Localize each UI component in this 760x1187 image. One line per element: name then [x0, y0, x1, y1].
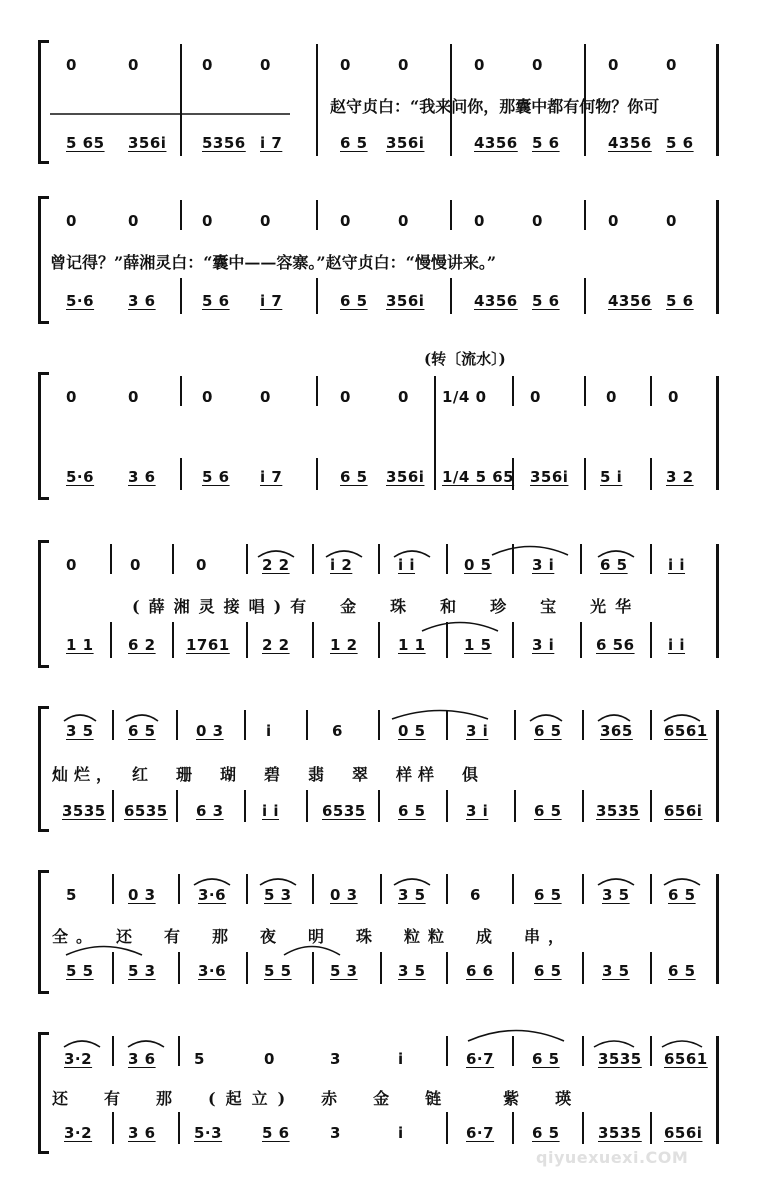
barline	[584, 278, 586, 314]
notation-bottom: 656i	[664, 1124, 703, 1142]
notation-bottom: 3 2	[666, 468, 694, 486]
notation-bottom: 5 6	[666, 292, 694, 310]
notation-top: 0	[398, 388, 409, 406]
system-bracket	[38, 706, 49, 832]
barline	[178, 1036, 180, 1066]
lyrics-line: (薛湘灵接唱)有 金 珠 和 珍 宝 光华	[132, 597, 641, 616]
notation-top: 6 5	[534, 886, 562, 904]
slur-arc	[192, 876, 232, 886]
slur-arc	[596, 712, 632, 722]
notation-bottom: 5 3	[330, 962, 358, 980]
notation-top: 0 5	[464, 556, 492, 574]
barline	[650, 710, 652, 740]
notation-bottom: 1 1	[66, 636, 94, 654]
notation-top: 0	[66, 388, 77, 406]
barline	[172, 544, 174, 574]
barline	[446, 544, 448, 574]
notation-bottom: 356i	[386, 292, 425, 310]
notation-top: 0	[66, 556, 77, 574]
notation-bottom: 6 6	[466, 962, 494, 980]
slur-arc	[662, 712, 702, 722]
notation-bottom: 356i	[530, 468, 569, 486]
barline	[582, 952, 584, 984]
score-system-4	[0, 540, 760, 664]
slur-arc	[660, 1038, 704, 1048]
slur-arc	[258, 876, 298, 886]
notation-top: 0	[260, 388, 271, 406]
notation-top: 0	[606, 388, 617, 406]
notation-top: 0	[398, 212, 409, 230]
barline	[716, 200, 719, 314]
notation-bottom: 6535	[124, 802, 168, 820]
notation-bottom: 5·6	[66, 468, 95, 486]
notation-top: 3535	[598, 1050, 642, 1068]
barline	[246, 874, 248, 904]
notation-top: 3 i	[532, 556, 555, 574]
slur-arc	[392, 876, 432, 886]
barline	[446, 1036, 448, 1066]
notation-top: 0	[666, 56, 677, 74]
notation-top: 0 3	[128, 886, 156, 904]
barline	[180, 376, 182, 406]
system-bracket	[38, 40, 49, 164]
notation-top: 0	[532, 56, 543, 74]
barline	[582, 1036, 584, 1066]
score-system-3	[0, 372, 760, 496]
barline	[246, 952, 248, 984]
notation-bottom: i 7	[260, 292, 283, 310]
barline	[306, 790, 308, 822]
notation-top: 3 5	[602, 886, 630, 904]
notation-bottom: 6 2	[128, 636, 156, 654]
notation-top: 0	[66, 212, 77, 230]
notation-top: 6	[470, 886, 481, 904]
notation-bottom: 3535	[596, 802, 640, 820]
notation-top: i	[266, 722, 272, 740]
barline	[584, 458, 586, 490]
notation-top: 0	[666, 212, 677, 230]
notation-bottom: 6 5	[398, 802, 426, 820]
barline	[650, 458, 652, 490]
notation-bottom: 3535	[62, 802, 106, 820]
barline	[244, 790, 246, 822]
barline	[650, 952, 652, 984]
notation-top: 0	[668, 388, 679, 406]
notation-bottom: 5 i	[600, 468, 623, 486]
barline	[584, 200, 586, 230]
notation-top: 0	[530, 388, 541, 406]
barline	[112, 790, 114, 822]
notation-bottom: 6 5	[340, 134, 368, 152]
notation-bottom: 6535	[322, 802, 366, 820]
barline	[650, 874, 652, 904]
barline	[246, 622, 248, 658]
notation-top: 0	[608, 56, 619, 74]
slur-arc	[126, 1038, 166, 1048]
slur-arc	[124, 712, 160, 722]
barline	[180, 278, 182, 314]
system-bracket	[38, 870, 49, 994]
notation-bottom: 3 6	[128, 468, 156, 486]
notation-top: i 2	[330, 556, 353, 574]
notation-top: 6561	[664, 1050, 708, 1068]
slur-arc	[466, 1026, 566, 1042]
barline	[446, 874, 448, 904]
notation-top: 0	[202, 212, 213, 230]
notation-bottom: 5·6	[66, 292, 95, 310]
barline	[312, 622, 314, 658]
notation-top: 0	[202, 56, 213, 74]
notation-bottom: 356i	[386, 468, 425, 486]
barline	[110, 622, 112, 658]
barline	[316, 458, 318, 490]
notation-bottom: 5 3	[128, 962, 156, 980]
barline	[514, 790, 516, 822]
barline	[244, 710, 246, 740]
notation-bottom: 3·2	[64, 1124, 93, 1142]
slur-arc	[596, 876, 636, 886]
system-bracket	[38, 196, 49, 324]
notation-bottom: 356i	[128, 134, 167, 152]
notation-bottom: 3 i	[532, 636, 555, 654]
notation-bottom: 5 6	[202, 468, 230, 486]
notation-top: 1/4 0	[442, 388, 487, 406]
notation-bottom: 5356	[202, 134, 246, 152]
barline	[180, 200, 182, 230]
notation-top: 0	[260, 56, 271, 74]
notation-top: 365	[600, 722, 633, 740]
barline	[650, 622, 652, 658]
notation-top: 0	[260, 212, 271, 230]
notation-top: 3·2	[64, 1050, 93, 1068]
barline	[178, 952, 180, 984]
barline	[716, 544, 719, 658]
notation-top: 0	[128, 212, 139, 230]
barline	[312, 874, 314, 904]
notation-bottom: 3 5	[602, 962, 630, 980]
barline	[582, 874, 584, 904]
slur-arc	[390, 706, 490, 720]
barline	[172, 622, 174, 658]
score-system-5	[0, 706, 760, 828]
notation-bottom: 6 5	[668, 962, 696, 980]
notation-top: 3·6	[198, 886, 227, 904]
notation-bottom: 6 5	[532, 1124, 560, 1142]
notation-bottom: 3 6	[128, 1124, 156, 1142]
notation-top: 3 i	[466, 722, 489, 740]
lyrics-line: 还 有 那 (起立) 赤 金 链 紫 瑛	[52, 1089, 582, 1108]
score-system-6	[0, 870, 760, 990]
barline	[580, 544, 582, 574]
barline	[176, 790, 178, 822]
notation-bottom: 2 2	[262, 636, 290, 654]
notation-top: 6 5	[600, 556, 628, 574]
notation-bottom: 1761	[186, 636, 230, 654]
notation-top: 0 3	[196, 722, 224, 740]
notation-top: 5	[66, 886, 77, 904]
notation-bottom: 5 6	[666, 134, 694, 152]
notation-bottom: 1 2	[330, 636, 358, 654]
score-system-7	[0, 1032, 760, 1150]
notation-bottom: 3	[330, 1124, 341, 1142]
notation-bottom: 1 5	[464, 636, 492, 654]
system-bracket	[38, 540, 49, 668]
notation-bottom: 6 5	[534, 962, 562, 980]
barline	[450, 278, 452, 314]
notation-top: 0	[130, 556, 141, 574]
slur-arc	[490, 542, 570, 556]
barline	[112, 710, 114, 740]
barline	[650, 1036, 652, 1066]
barline	[716, 710, 719, 822]
barline	[582, 790, 584, 822]
barline	[380, 952, 382, 984]
notation-top: i i	[668, 556, 686, 574]
notation-bottom: 5·3	[194, 1124, 223, 1142]
notation-bottom: 4356	[474, 134, 518, 152]
barline	[178, 1112, 180, 1144]
notation-top: 5	[194, 1050, 205, 1068]
slur-arc	[62, 712, 98, 722]
barline	[316, 200, 318, 230]
barline	[378, 790, 380, 822]
barline	[650, 544, 652, 574]
barline	[716, 1036, 719, 1144]
lyrics-line: 曾记得？”薛湘灵白：“囊中——容寨。”赵守贞白：“慢慢讲来。”	[50, 253, 497, 272]
lyrics-line: 赵守贞白：“我来问你，那囊中都有何物？你可	[330, 97, 660, 116]
notation-top: 0	[340, 388, 351, 406]
notation-top: 0	[474, 56, 485, 74]
slur-arc	[62, 1038, 102, 1048]
barline	[180, 458, 182, 490]
barline	[512, 874, 514, 904]
barline	[316, 376, 318, 406]
barline	[582, 1112, 584, 1144]
notation-bottom: 1/4 5 65	[442, 468, 515, 486]
barline	[584, 376, 586, 406]
notation-top: 6 5	[668, 886, 696, 904]
notation-bottom: 5 6	[532, 292, 560, 310]
barline	[446, 952, 448, 984]
system-bracket	[38, 372, 49, 500]
barline	[112, 952, 114, 984]
barline	[514, 710, 516, 740]
notation-bottom: 4356	[608, 292, 652, 310]
notation-top: 0 3	[330, 886, 358, 904]
notation-bottom: i i	[262, 802, 280, 820]
lyrics-line: 全。 还 有 那 夜 明 珠 粒粒 成 串，	[52, 927, 573, 946]
barline	[450, 200, 452, 230]
notation-top: 6561	[664, 722, 708, 740]
barline	[176, 710, 178, 740]
notation-top: 0	[532, 212, 543, 230]
barline	[316, 278, 318, 314]
barline	[378, 710, 380, 740]
notation-top: 6 5	[128, 722, 156, 740]
notation-top: 6 5	[532, 1050, 560, 1068]
notation-bottom: 5 6	[532, 134, 560, 152]
barline	[580, 622, 582, 658]
notation-bottom: 5 5	[66, 962, 94, 980]
system-bracket	[38, 1032, 49, 1154]
slur-arc	[420, 618, 500, 632]
barline	[716, 874, 719, 984]
site-watermark: qiyuexuexi.COM	[536, 1148, 689, 1167]
notation-bottom: 3 5	[398, 962, 426, 980]
barline	[512, 1112, 514, 1144]
notation-top: 6·7	[466, 1050, 495, 1068]
slur-arc	[528, 712, 564, 722]
notation-bottom: 3 6	[128, 292, 156, 310]
barline	[112, 1036, 114, 1066]
notation-bottom: 1 1	[398, 636, 426, 654]
barline	[650, 1112, 652, 1144]
barline	[446, 790, 448, 822]
notation-bottom: 6 56	[596, 636, 635, 654]
notation-bottom: 3 i	[466, 802, 489, 820]
notation-bottom: 6·7	[466, 1124, 495, 1142]
barline	[378, 622, 380, 658]
notation-top: 0	[340, 212, 351, 230]
barline	[512, 622, 514, 658]
notation-top: 6 5	[534, 722, 562, 740]
notation-top: 0	[608, 212, 619, 230]
notation-top: 6	[332, 722, 343, 740]
notation-top: i i	[398, 556, 416, 574]
notation-top: 0	[202, 388, 213, 406]
notation-bottom: 4356	[608, 134, 652, 152]
notation-top: 3 6	[128, 1050, 156, 1068]
notation-bottom: 356i	[386, 134, 425, 152]
barline	[246, 544, 248, 574]
notation-bottom: i 7	[260, 468, 283, 486]
notation-bottom: 5 6	[202, 292, 230, 310]
notation-top: 0	[128, 388, 139, 406]
notation-bottom: i 7	[260, 134, 283, 152]
notation-top: 3 5	[66, 722, 94, 740]
notation-bottom: 5 5	[264, 962, 292, 980]
notation-top: 0	[66, 56, 77, 74]
barline	[112, 874, 114, 904]
barline	[582, 710, 584, 740]
barline	[716, 376, 719, 490]
notation-bottom: 6 5	[340, 292, 368, 310]
notation-top: 5 3	[264, 886, 292, 904]
barline	[434, 376, 436, 490]
slur-arc	[592, 1038, 636, 1048]
notation-bottom: 6 5	[534, 802, 562, 820]
notation-top: 0	[474, 212, 485, 230]
notation-bottom: 5 65	[66, 134, 105, 152]
notation-bottom: i i	[668, 636, 686, 654]
barline	[112, 1112, 114, 1144]
barline	[312, 544, 314, 574]
notation-top: 3	[330, 1050, 341, 1068]
barline	[380, 874, 382, 904]
barline	[180, 44, 182, 156]
notation-top: 0	[264, 1050, 275, 1068]
score-system-2	[0, 196, 760, 320]
barline	[512, 376, 514, 406]
barline	[650, 376, 652, 406]
barline	[512, 952, 514, 984]
tie-line	[50, 112, 290, 116]
lyrics-line: 灿烂， 红 珊 瑚 碧 翡 翠 样样 俱	[52, 765, 485, 784]
notation-top: 0	[398, 56, 409, 74]
notation-bottom: i	[398, 1124, 404, 1142]
barline	[306, 710, 308, 740]
barline	[178, 874, 180, 904]
notation-top: 0	[196, 556, 207, 574]
notation-bottom: 3535	[598, 1124, 642, 1142]
notation-bottom: 3·6	[198, 962, 227, 980]
notation-bottom: 6 5	[340, 468, 368, 486]
notation-bottom: 4356	[474, 292, 518, 310]
notation-top: i	[398, 1050, 404, 1068]
notation-top: 0	[128, 56, 139, 74]
notation-top: 2 2	[262, 556, 290, 574]
notation-bottom: 6 3	[196, 802, 224, 820]
slur-arc	[662, 876, 702, 886]
barline	[110, 544, 112, 574]
barline	[716, 44, 719, 156]
barline	[316, 44, 318, 156]
notation-top: 0 5	[398, 722, 426, 740]
score-system-1	[0, 40, 760, 160]
notation-bottom: 5 6	[262, 1124, 290, 1142]
barline	[378, 544, 380, 574]
barline	[650, 790, 652, 822]
notation-top: 3 5	[398, 886, 426, 904]
tempo-annotation: (转〔流水〕)	[424, 350, 506, 368]
barline	[446, 1112, 448, 1144]
barline	[312, 952, 314, 984]
notation-bottom: 656i	[664, 802, 703, 820]
notation-top: 0	[340, 56, 351, 74]
